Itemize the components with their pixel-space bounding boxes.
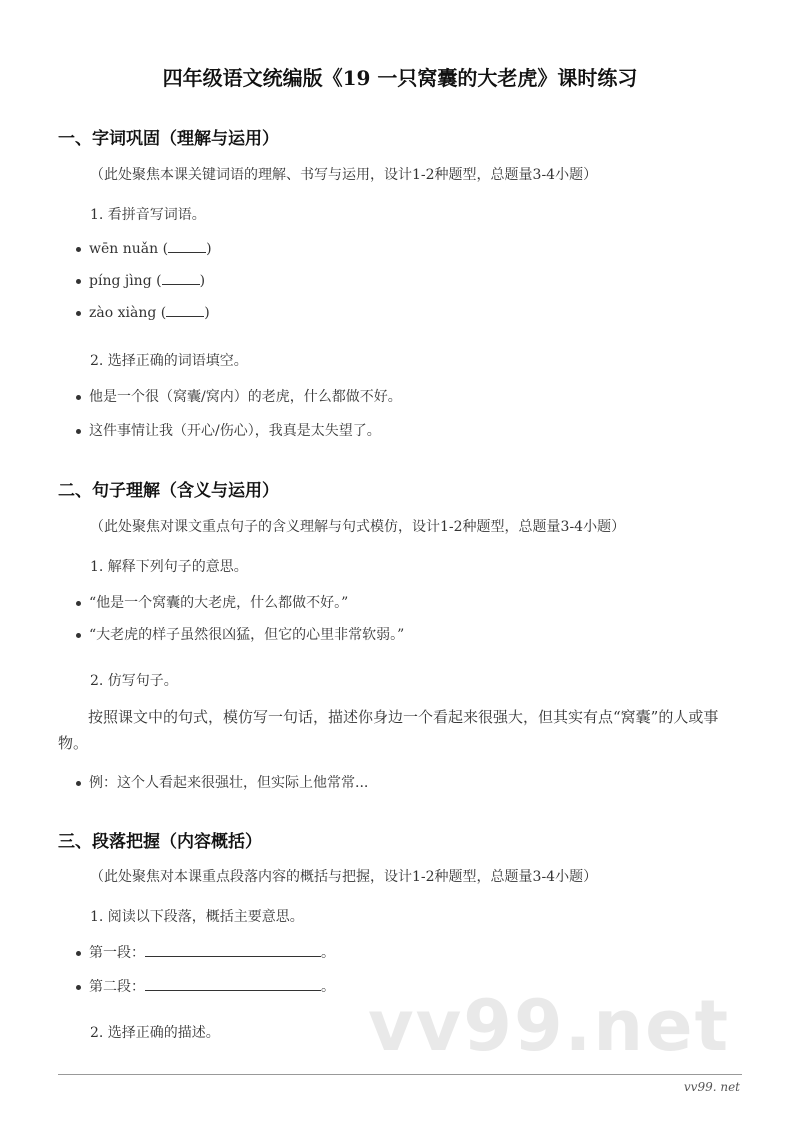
- bullet-icon: [76, 601, 81, 606]
- watermark: vv99.net: [368, 985, 731, 1067]
- section-1-heading: 一、字词巩固（理解与运用）: [58, 129, 279, 149]
- sentence-item: [76, 592, 348, 612]
- period-mark: 。: [321, 945, 335, 961]
- summary-item: [76, 976, 335, 996]
- pinyin-item: zào xiàng ( ): [76, 304, 210, 321]
- bullet-icon: [76, 951, 81, 956]
- period-mark: 。: [321, 979, 335, 995]
- bullet-icon: [76, 633, 81, 638]
- choice-text: 这件事情让我（开心/伤心），我真是太失望了。: [89, 423, 381, 439]
- section-3-note: （此处聚焦对本课重点段落内容的概括与把握，设计1-2种题型，总题量3-4小题）: [90, 869, 598, 885]
- section-3-question-2: 2. 选择正确的描述。: [90, 1025, 220, 1041]
- bullet-icon: [76, 247, 81, 252]
- section-1-question-2: 2. 选择正确的词语填空。: [90, 353, 248, 369]
- answer-blank[interactable]: [166, 304, 204, 317]
- section-2-question-2: 2. 仿写句子。: [90, 673, 178, 689]
- pinyin-item: píng jìng ( ): [76, 272, 205, 289]
- section-1-note: （此处聚焦本课关键词语的理解、书写与运用，设计1-2种题型，总题量3-4小题）: [90, 167, 598, 183]
- sentence-text: “他是一个窝囊的大老虎，什么都做不好。”: [89, 595, 349, 611]
- bullet-icon: [76, 429, 81, 434]
- summary-label: 第二段：: [89, 979, 145, 995]
- section-2-question-1: 1. 解释下列句子的意思。: [90, 559, 248, 575]
- choice-item: [76, 420, 381, 440]
- footer-divider: [58, 1074, 742, 1075]
- choice-item: [76, 386, 402, 406]
- sentence-item: [76, 624, 404, 644]
- section-2-heading: 二、句子理解（含义与运用）: [58, 481, 279, 501]
- bullet-icon: [76, 781, 81, 786]
- bullet-icon: [76, 311, 81, 316]
- page-title: 四年级语文统编版《19 一只窝囊的大老虎》课时练习: [162, 66, 638, 90]
- summary-item: [76, 942, 335, 962]
- instruction-paragraph: 按照课文中的句式，模仿写一句话，描述你身边一个看起来很强大，但其实有点“窝囊”的人或事物。: [58, 708, 719, 752]
- bullet-icon: [76, 279, 81, 284]
- footer-url: vv99. net: [683, 1080, 740, 1094]
- summary-label: 第一段：: [89, 945, 145, 961]
- pinyin-text: wēn nuǎn: [89, 241, 159, 257]
- answer-blank[interactable]: [145, 944, 321, 957]
- section-1-question-1: 1. 看拼音写词语。: [90, 207, 206, 223]
- choice-text: 他是一个很（窝囊/窝内）的老虎，什么都做不好。: [89, 389, 402, 405]
- sentence-text: “大老虎的样子虽然很凶猛，但它的心里非常软弱。”: [89, 627, 405, 643]
- pinyin-text: zào xiàng: [89, 305, 157, 321]
- section-2-note: （此处聚焦对课文重点句子的含义理解与句式模仿，设计1-2种题型，总题量3-4小题）: [90, 519, 626, 535]
- answer-blank[interactable]: [168, 240, 206, 253]
- section-3-question-1: 1. 阅读以下段落，概括主要意思。: [90, 909, 304, 925]
- example-item: [76, 772, 368, 792]
- section-3-heading: 三、段落把握（内容概括）: [58, 832, 262, 852]
- bullet-icon: [76, 985, 81, 990]
- pinyin-item: wēn nuǎn ( ): [76, 240, 212, 257]
- answer-blank[interactable]: [162, 272, 200, 285]
- answer-blank[interactable]: [145, 978, 321, 991]
- example-text: 例：这个人看起来很强壮，但实际上他常常...: [89, 775, 369, 791]
- pinyin-text: píng jìng: [89, 273, 152, 289]
- bullet-icon: [76, 395, 81, 400]
